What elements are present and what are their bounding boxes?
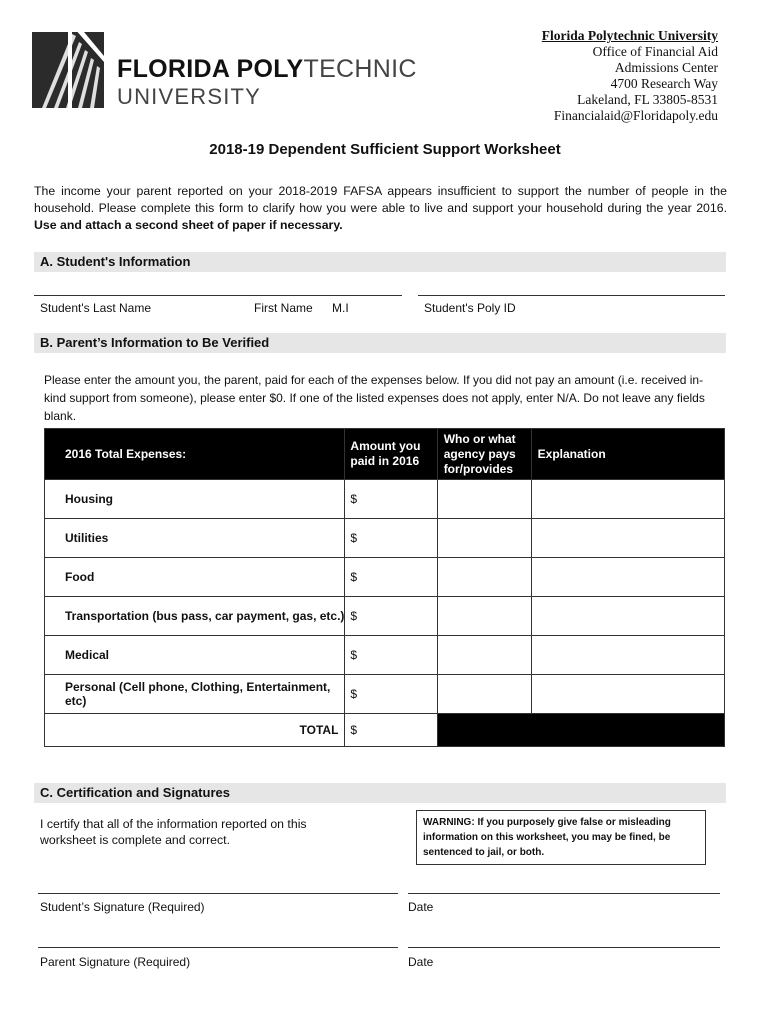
- section-b-instructions: Please enter the amount you, the parent, paid for each of the expenses below. If you did not pay an amount (i.e. received in-kind support from someone), please enter $0. If one of the listed expenses does not apply, enter N/A. Do not leave any fields blank.: [44, 373, 705, 423]
- address-office: Office of Financial Aid: [592, 44, 718, 59]
- logo-word-bold: FLORIDA POLY: [117, 55, 304, 83]
- header-amount: Amount you paid in 2016: [345, 429, 437, 480]
- student-mi-label: M.I: [332, 301, 349, 315]
- student-poly-id-label: Student's Poly ID: [424, 301, 516, 315]
- explanation-cell[interactable]: [531, 636, 724, 675]
- student-date-label: Date: [408, 900, 434, 914]
- agency-cell[interactable]: [437, 675, 531, 714]
- address-block: [542, 28, 718, 124]
- address-university: Florida Polytechnic University: [541, 28, 718, 43]
- parent-signature-line[interactable]: [38, 947, 398, 948]
- explanation-cell[interactable]: [531, 519, 724, 558]
- section-b-heading: [34, 333, 726, 353]
- logo-wordmark-university: UNIVERSITY: [117, 84, 262, 109]
- explanation-cell[interactable]: [531, 675, 724, 714]
- agency-cell[interactable]: [437, 636, 531, 675]
- total-blackout-cell: [437, 714, 724, 747]
- logo-wordmark: [117, 57, 417, 82]
- amount-cell[interactable]: $: [345, 558, 437, 597]
- amount-cell[interactable]: $: [345, 480, 437, 519]
- student-signature-label: Student’s Signature (Required): [40, 900, 205, 914]
- agency-cell[interactable]: [437, 519, 531, 558]
- student-name-field[interactable]: [34, 295, 402, 296]
- explanation-cell[interactable]: [531, 480, 724, 519]
- row-label: Transportation (bus pass, car payment, gas, etc.): [45, 597, 345, 636]
- header-expenses: 2016 Total Expenses:: [45, 429, 345, 480]
- warning-box: WARNING: If you purposely give false or misleading information on this worksheet, you may be fined, be sentenced to jail, or both.: [416, 810, 706, 865]
- table-row-medical: [45, 636, 725, 675]
- table-row-food: [45, 558, 725, 597]
- address-email: Financialaid@Floridapoly.edu: [553, 108, 718, 123]
- table-row-transportation: [45, 597, 725, 636]
- student-signature-line[interactable]: [38, 893, 398, 894]
- section-c-heading-text: C. Certification and Signatures: [40, 785, 230, 800]
- parent-signature-label: Parent Signature (Required): [40, 955, 191, 969]
- agency-cell[interactable]: [437, 558, 531, 597]
- row-label: Medical: [45, 636, 345, 675]
- total-label: TOTAL: [45, 714, 345, 747]
- row-label: Food: [45, 558, 345, 597]
- header-explanation: Explanation: [531, 429, 724, 480]
- explanation-cell[interactable]: [531, 558, 724, 597]
- amount-cell[interactable]: $: [345, 597, 437, 636]
- section-b-heading-text: B. Parent’s Information to Be Verified: [40, 335, 270, 350]
- header-agency: Who or what agency pays for/provides: [437, 429, 531, 480]
- row-label: Utilities: [45, 519, 345, 558]
- intro-bold-text: Use and attach a second sheet of paper if necessary.: [34, 218, 343, 232]
- expenses-table: [44, 428, 725, 747]
- intro-text: The income your parent reported on your 2018-2019 FAFSA appears insufficient to support the number of people in the household. Please complete this form to clarify how you were able to live and support your household during the year 2016.: [34, 184, 727, 215]
- student-last-name-label: Student's Last Name: [40, 301, 152, 315]
- page-title: 2018-19 Dependent Sufficient Support Worksheet: [209, 141, 561, 158]
- row-label: Personal (Cell phone, Clothing, Entertainment, etc): [45, 675, 345, 714]
- student-date-line[interactable]: [408, 893, 720, 894]
- parent-date-line[interactable]: [408, 947, 720, 948]
- section-a-heading: [34, 252, 726, 272]
- agency-cell[interactable]: [437, 480, 531, 519]
- university-logo-mark-icon: [32, 16, 104, 108]
- parent-date-label: Date: [408, 955, 434, 969]
- table-row-housing: [45, 480, 725, 519]
- row-label: Housing: [45, 480, 345, 519]
- address-street: 4700 Research Way: [610, 76, 718, 91]
- amount-cell[interactable]: $: [345, 636, 437, 675]
- expenses-table-header: [45, 429, 725, 480]
- explanation-cell[interactable]: [531, 597, 724, 636]
- student-poly-id-field[interactable]: [418, 295, 725, 296]
- amount-cell[interactable]: $: [345, 519, 437, 558]
- section-a-heading-text: A. Student's Information: [40, 254, 191, 269]
- section-c-heading: [34, 783, 726, 803]
- table-row-personal: [45, 675, 725, 714]
- certification-text: I certify that all of the information reported on this worksheet is complete and correct.: [40, 817, 307, 847]
- address-city: Lakeland, FL 33805-8531: [577, 92, 718, 107]
- table-row-total: [45, 714, 725, 747]
- student-first-name-label: First Name: [254, 301, 313, 315]
- amount-cell[interactable]: $: [345, 675, 437, 714]
- total-amount-cell[interactable]: $: [345, 714, 437, 747]
- intro-paragraph: [34, 183, 727, 234]
- table-row-utilities: [45, 519, 725, 558]
- logo-word-light: TECHNIC: [303, 55, 417, 83]
- address-center: Admissions Center: [614, 60, 718, 75]
- agency-cell[interactable]: [437, 597, 531, 636]
